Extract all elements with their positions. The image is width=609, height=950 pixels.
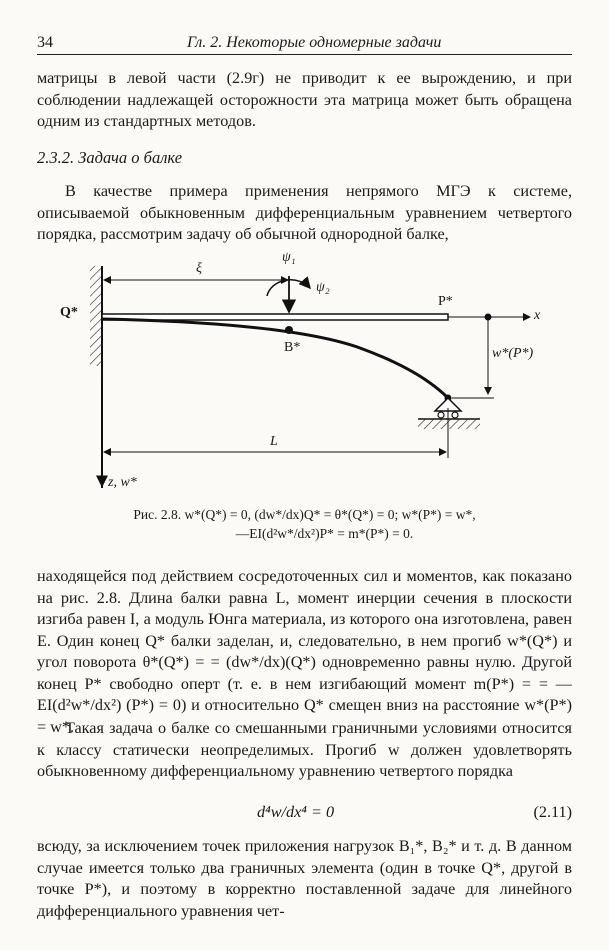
label-w-p: w*(P*) (492, 346, 534, 361)
paragraph-2: В качестве примера применения непрямого МГЭ к системе, описываемой обыкновенным дифференциальным уравнением четвертого порядка, рассмотрим задачу об обычной однородной балке, (37, 182, 572, 243)
beam-diagram (60, 258, 560, 494)
equation-formula: d⁴w/dx⁴ = 0 (257, 803, 335, 821)
label-psi1: ψ₁ (282, 250, 296, 265)
support-roller-2 (452, 412, 458, 418)
paragraph-5: всюду, за исключением точек приложения нагрузок B₁*, B₂* и т. д. В данном случае имеется только два граничных элемента (один в точке Q*, другой в точке P*), и поэтому в корректно поставленной задаче для линейного дифференциального уравнения чет- (37, 837, 572, 920)
beam-figure (60, 250, 560, 494)
point-p-top (485, 314, 492, 321)
caption-line-2: —EI(d²w*/dx²)P* = m*(P*) = 0. (235, 526, 414, 541)
paragraph-3: находящейся под действием сосредоточенных сил и моментов, как показано на рис. 2.8. Длина балки равна L, момент инерции сечения в плоскости изгиба равен I, а модуль Юнга материала, из которого она изготовлена, равен E. Один конец Q* балки заделан, и, следовательно, в нем прогиб w*(Q*) и угол поворота θ*(Q*) = = (dw*/dx)(Q*) одновременно равны нулю. Другой конец P* свободно оперт (т. е. в нем изгибающий момент m(P*) = = —EI(d²w*/dx²) (P*) = 0) и относительно Q* смещен вниз на расстояние w*(P*) = w*. (37, 567, 572, 736)
equation-number: (2.11) (533, 803, 572, 821)
label-q-star: Q* (60, 305, 78, 320)
running-title: Гл. 2. Некоторые одномерные задачи (187, 34, 442, 51)
label-xi: ξ (196, 261, 202, 276)
figure-caption (37, 505, 572, 543)
section-title: 2.3.2. Задача о балке (37, 148, 183, 167)
label-z-axis: z, w* (108, 475, 137, 490)
paragraph-1: матрицы в левой части (2.9г) не приводит к ее вырождению, и при соблюдении надлежащей осторожности эта матрица может быть обращена одним из стандартных методов. (37, 69, 572, 130)
deformed-beam (102, 319, 448, 398)
support-roller-1 (438, 412, 444, 418)
ground-hatching (418, 419, 480, 429)
page-header (37, 32, 572, 55)
label-length: L (270, 434, 278, 449)
label-p-star: P* (438, 294, 453, 309)
equation-2-11 (37, 803, 572, 827)
caption-line-1: Рис. 2.8. w*(Q*) = 0, (dw*/dx)Q* = θ*(Q*) = 0; w*(P*) = w*, (133, 507, 476, 522)
paragraph-4: Такая задача о балке со смешанными граничными условиями относится к классу статически неопределимых. Прогиб w должен удовлетворять обыкновенному дифференциальному уравнению четвертого порядка (37, 719, 572, 780)
page-number: 34 (37, 34, 53, 51)
wall-hatching (90, 266, 102, 366)
point-b (285, 326, 293, 334)
label-psi2: ψ₂ (316, 280, 330, 295)
label-b-star: B* (284, 340, 301, 355)
label-x-axis: x (534, 308, 541, 323)
